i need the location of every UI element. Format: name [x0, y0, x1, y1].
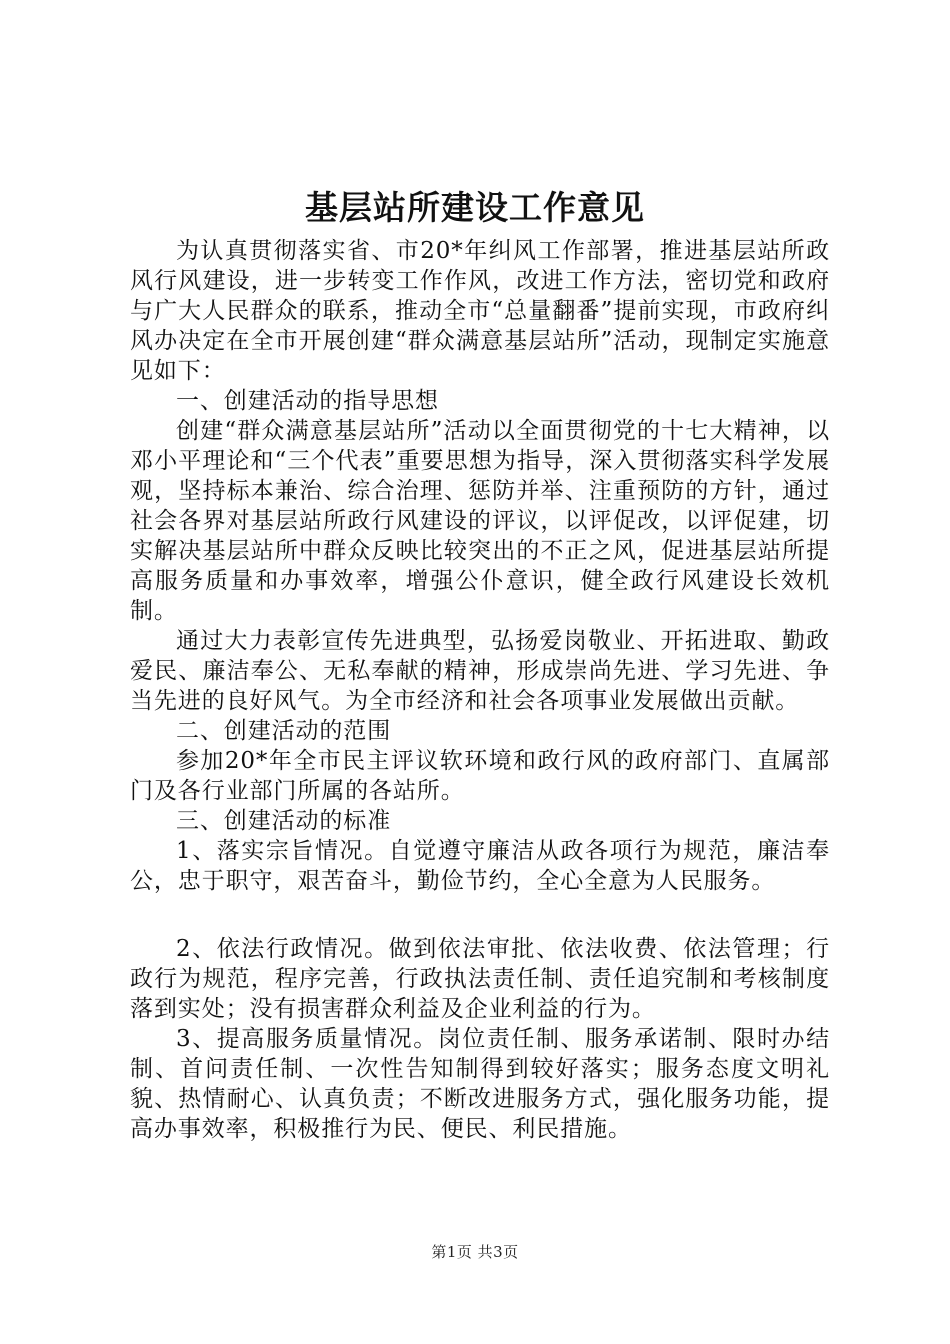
section-3-heading: 三、创建活动的标准	[176, 808, 392, 834]
section-2-paragraph-1: 参加20*年全市民主评议软环境和政行风的政府部门、直属部门及各行业部门所属的各站所。	[130, 748, 830, 804]
document-body	[130, 236, 830, 1144]
intro-paragraph: 为认真贯彻落实省、市20*年纠风工作部署，推进基层站所政风行风建设，进一步转变工作作风，改进工作方法，密切党和政府与广大人民群众的联系，推动全市“总量翻番”提前实现，市政府纠风办决定在全市开展创建“群众满意基层站所”活动，现制定实施意见如下：	[130, 238, 830, 384]
section-1-heading: 一、创建活动的指导思想	[176, 388, 439, 414]
section-3-item-2: 2、依法行政情况。做到依法审批、依法收费、依法管理；行政行为规范，程序完善，行政执法责任制、责任追究制和考核制度落到实处；没有损害群众利益及企业利益的行为。	[130, 936, 830, 1022]
page-number-footer: 第1页 共3页	[431, 1243, 519, 1261]
section-2-heading: 二、创建活动的范围	[176, 718, 392, 744]
section-3-item-3: 3、提高服务质量情况。岗位责任制、服务承诺制、限时办结制、首问责任制、一次性告知制得到较好落实；服务态度文明礼貌、热情耐心、认真负责；不断改进服务方式，强化服务功能，提高办事效率，积极推行为民、便民、利民措施。	[130, 1026, 830, 1142]
section-3-item-1: 1、落实宗旨情况。自觉遵守廉洁从政各项行为规范，廉洁奉公，忠于职守，艰苦奋斗，勤俭节约，全心全意为人民服务。	[130, 838, 830, 894]
paragraph-gap	[130, 896, 830, 934]
section-1-paragraph-2: 通过大力表彰宣传先进典型，弘扬爱岗敬业、开拓进取、勤政爱民、廉洁奉公、无私奉献的精神，形成崇尚先进、学习先进、争当先进的良好风气。为全市经济和社会各项事业发展做出贡献。	[130, 628, 830, 714]
section-1-paragraph-1: 创建“群众满意基层站所”活动以全面贯彻党的十七大精神，以邓小平理论和“三个代表”重要思想为指导，深入贯彻落实科学发展观，坚持标本兼治、综合治理、惩防并举、注重预防的方针，通过社会各界对基层站所政行风建设的评议，以评促改，以评促建，切实解决基层站所中群众反映比较突出的不正之风，促进基层站所提高服务质量和办事效率，增强公仆意识，健全政行风建设长效机制。	[130, 418, 830, 624]
document-title: 基层站所建设工作意见	[305, 188, 645, 227]
